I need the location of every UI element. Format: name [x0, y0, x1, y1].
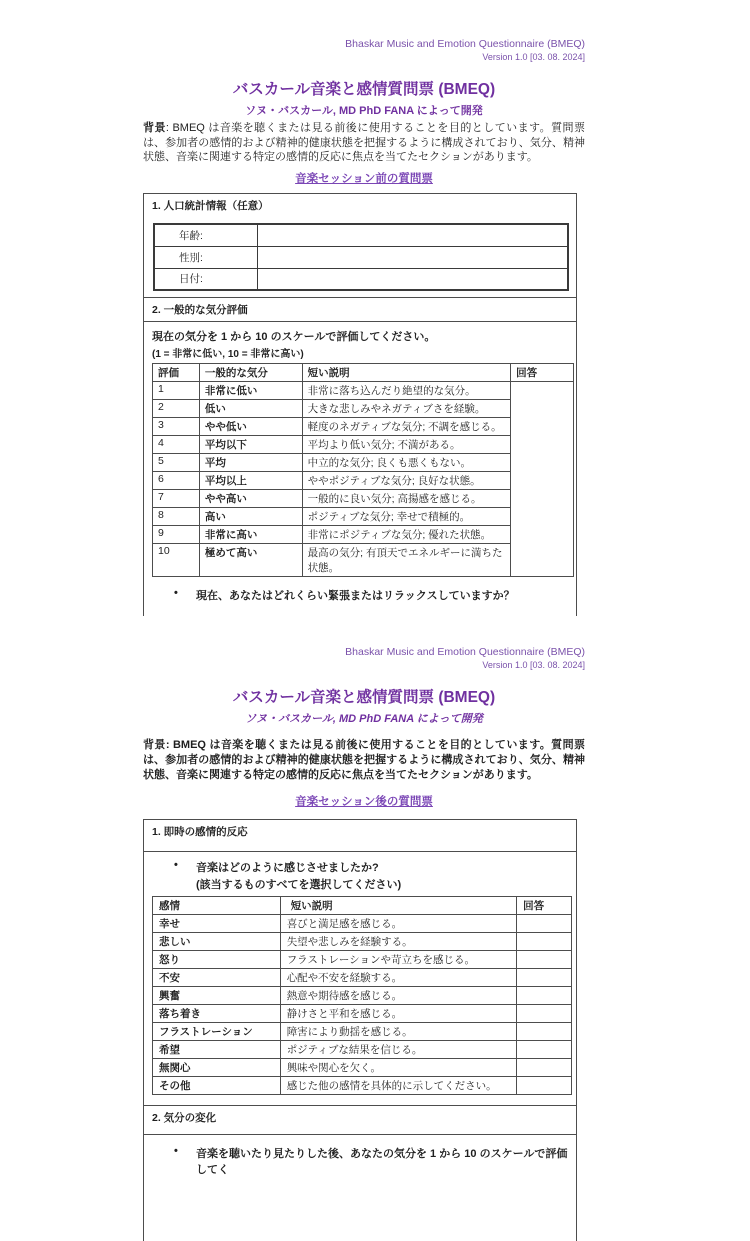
intro-text: : BMEQ は音楽を聴くまたは見る前後に使用することを目的としています。質問票は、参加者の感情的および精神的健康状態を把握するように構成されており、気分、精神状態、音楽に関連する特定の感情的反応に焦点を当てたセクションがあります。: [143, 738, 585, 782]
emotion-table: [152, 896, 572, 1095]
intro-text: : BMEQ は音楽を聴くまたは見る前後に使用することを目的としています。質問票は、参加者の感情的および精神的健康状態を把握するように構成されており、気分、精神状態、音楽に関連する特定の感情的反応に焦点を当てたセクションがあります。: [143, 121, 585, 164]
mood-rating-table: [152, 363, 574, 577]
answer-cell[interactable]: [517, 1005, 572, 1023]
section-mood-rating: [144, 297, 576, 321]
answer-cell[interactable]: [517, 951, 572, 969]
header-answer: 回答: [517, 897, 572, 915]
answer-cell[interactable]: [517, 933, 572, 951]
desc-cell: ややポジティブな気分; 良好な状態。: [302, 472, 510, 490]
header-desc: 短い説明: [280, 897, 516, 915]
emotion-cell: その他: [153, 1077, 281, 1095]
rating-cell: 4: [153, 436, 200, 454]
section-immediate-reaction: [144, 820, 576, 851]
mood-cell: 低い: [199, 400, 302, 418]
desc-cell: 静けさと平和を感じる。: [280, 1005, 516, 1023]
desc-cell: 興味や関心を欠く。: [280, 1059, 516, 1077]
answer-cell[interactable]: [517, 1041, 572, 1059]
page-subtitle: ソヌ・バスカール, MD PhD FANA によって開発: [245, 104, 483, 117]
table-row: [154, 224, 568, 246]
desc-cell: 非常にポジティブな気分; 優れた状態。: [302, 526, 510, 544]
pre-session-link[interactable]: 音楽セッション前の質問票: [295, 173, 433, 186]
rating-cell: 3: [153, 418, 200, 436]
mood-cell: 高い: [199, 508, 302, 526]
desc-cell: 軽度のネガティブな気分; 不調を感じる。: [302, 418, 510, 436]
date-label: 日付:: [154, 268, 257, 290]
bullet-icon: •: [174, 587, 178, 600]
header-mood: 一般的な気分: [199, 364, 302, 382]
music-feel-question: [174, 859, 568, 875]
table-row: [153, 915, 572, 933]
post-session-link-wrap: [143, 792, 585, 810]
rating-cell: 6: [153, 472, 200, 490]
table-row: [153, 1077, 572, 1095]
table-row: [153, 1041, 572, 1059]
table-row: [153, 400, 574, 418]
section-demographics: [144, 194, 576, 297]
desc-cell: 平均より低い気分; 不満がある。: [302, 436, 510, 454]
answer-cell[interactable]: [517, 915, 572, 933]
bullet-icon: •: [174, 859, 178, 872]
rating-cell: 2: [153, 400, 200, 418]
page-2: [143, 646, 585, 1241]
mood-cell: やや低い: [199, 418, 302, 436]
intro-label: 背景: [143, 121, 166, 134]
answer-cell[interactable]: [517, 987, 572, 1005]
table-row: [153, 1005, 572, 1023]
scale-instruction: 現在の気分を 1 から 10 のスケールで評価してください。: [152, 331, 436, 344]
emotion-cell: 不安: [153, 969, 281, 987]
table-row: [153, 472, 574, 490]
post-session-link[interactable]: 音楽セッション後の質問票: [295, 796, 433, 809]
mood-cell: やや高い: [199, 490, 302, 508]
table-row: [154, 246, 568, 268]
page-1: [143, 38, 585, 616]
emotion-cell: フラストレーション: [153, 1023, 281, 1041]
desc-cell: 一般的に良い気分; 高揚感を感じる。: [302, 490, 510, 508]
section-immediate-reaction-title: 1. 即時の感情的反応: [152, 826, 248, 839]
mood-cell: 平均以上: [199, 472, 302, 490]
age-label: 年齢:: [154, 224, 257, 246]
page2-running-header: [143, 646, 585, 672]
answer-cell[interactable]: [517, 1059, 572, 1077]
scale-note: (1 = 非常に低い, 10 = 非常に高い): [152, 349, 304, 361]
table-header-row: [153, 897, 572, 915]
table-row: [153, 1059, 572, 1077]
desc-cell: ポジティブな結果を信じる。: [280, 1041, 516, 1059]
table-row: [153, 382, 574, 400]
page-subtitle: ソヌ・バスカール, MD PhD FANA によって開発: [245, 712, 483, 725]
desc-cell: 中立的な気分; 良くも悪くもない。: [302, 454, 510, 472]
section-mood-change: [144, 1105, 576, 1134]
questionnaire-name: Bhaskar Music and Emotion Questionnaire (BMEQ): [345, 646, 585, 659]
desc-cell: 熱意や期待感を感じる。: [280, 987, 516, 1005]
answer-cell[interactable]: [517, 969, 572, 987]
mood-change-question-row: [144, 1134, 576, 1181]
table-row: [153, 508, 574, 526]
pre-session-link-wrap: [143, 169, 585, 187]
table-header-row: [153, 364, 574, 382]
page1-form-box: [143, 193, 577, 616]
mood-cell: 平均以下: [199, 436, 302, 454]
emotion-cell: 幸せ: [153, 915, 281, 933]
tension-question: [174, 587, 568, 603]
desc-cell: 喜びと満足感を感じる。: [280, 915, 516, 933]
gender-field[interactable]: [257, 246, 568, 268]
header-answer: 回答: [511, 364, 574, 382]
table-row: [153, 418, 574, 436]
emotion-cell: 怒り: [153, 951, 281, 969]
gender-label: 性別:: [154, 246, 257, 268]
emotion-cell: 悲しい: [153, 933, 281, 951]
table-row: [153, 526, 574, 544]
table-row: [153, 454, 574, 472]
section-mood-change-title: 2. 気分の変化: [152, 1112, 217, 1125]
page-title: バスカール音楽と感情質問票 (BMEQ): [232, 688, 496, 706]
mood-cell: 平均: [199, 454, 302, 472]
table-row: [153, 969, 572, 987]
desc-cell: フラストレーションや苛立ちを感じる。: [280, 951, 516, 969]
table-row: [153, 933, 572, 951]
document-page: [143, 0, 585, 1241]
table-row: [153, 544, 574, 577]
mood-scale-row: [144, 321, 576, 616]
version-line: Version 1.0 [03. 08. 2024]: [482, 51, 585, 62]
emotion-cell: 落ち着き: [153, 1005, 281, 1023]
desc-cell: 感じた他の感情を具体的に示してください。: [280, 1077, 516, 1095]
header-rating: 評価: [153, 364, 200, 382]
mood-change-question: [174, 1145, 568, 1177]
answer-cell[interactable]: [517, 1077, 572, 1095]
mood-change-question-text: 音楽を聴いたり見たりした後、あなたの気分を 1 から 10 のスケールで評価してく: [196, 1148, 568, 1177]
rating-cell: 5: [153, 454, 200, 472]
intro-label: 背景: [143, 738, 166, 751]
rating-cell: 7: [153, 490, 200, 508]
rating-cell: 8: [153, 508, 200, 526]
section-demographics-title: 1. 人口統計情報（任意）: [152, 200, 269, 213]
tension-question-text: 現在、あなたはどれくらい緊張またはリラックスしていますか？: [196, 590, 515, 603]
intro-paragraph: [143, 738, 585, 784]
header-desc: 短い説明: [302, 364, 510, 382]
music-feel-question-note: (該当するものすべてを選択してください): [196, 879, 402, 892]
questionnaire-name: Bhaskar Music and Emotion Questionnaire (BMEQ): [345, 38, 585, 50]
rating-cell: 1: [153, 382, 200, 400]
page-break: [143, 616, 585, 646]
date-field[interactable]: [257, 268, 568, 290]
desc-cell: ポジティブな気分; 幸せで積極的。: [302, 508, 510, 526]
page1-running-header: [143, 38, 585, 64]
table-row: [153, 987, 572, 1005]
desc-cell: 障害により動揺を感じる。: [280, 1023, 516, 1041]
rating-cell: 10: [153, 544, 200, 577]
page-title: バスカール音楽と感情質問票 (BMEQ): [232, 80, 496, 98]
table-row: [153, 951, 572, 969]
page2-form-box: [143, 819, 577, 1241]
desc-cell: 最高の気分; 有頂天でエネルギーに満ちた状態。: [302, 544, 510, 577]
emotion-cell: 希望: [153, 1041, 281, 1059]
rating-cell: 9: [153, 526, 200, 544]
desc-cell: 失望や悲しみを経験する。: [280, 933, 516, 951]
bullet-icon: •: [174, 1145, 178, 1158]
answer-cell[interactable]: [517, 1023, 572, 1041]
desc-cell: 非常に落ち込んだり絶望的な気分。: [302, 382, 510, 400]
intro-paragraph: [143, 121, 585, 165]
mood-cell: 非常に低い: [199, 382, 302, 400]
music-feel-question-text: 音楽はどのように感じさせましたか?: [196, 862, 379, 875]
desc-cell: 心配や不安を経験する。: [280, 969, 516, 987]
demographics-table: [153, 223, 569, 291]
table-row: [154, 268, 568, 290]
mood-cell: 極めて高い: [199, 544, 302, 577]
table-row: [153, 490, 574, 508]
version-line: Version 1.0 [03. 08. 2024]: [482, 659, 585, 670]
desc-cell: 大きな悲しみやネガティブさを経験。: [302, 400, 510, 418]
emotion-cell: 無関心: [153, 1059, 281, 1077]
age-field[interactable]: [257, 224, 568, 246]
answer-cell[interactable]: [511, 382, 574, 577]
table-row: [153, 1023, 572, 1041]
header-emotion: 感情: [153, 897, 281, 915]
emotion-cell: 興奮: [153, 987, 281, 1005]
section-mood-rating-title: 2. 一般的な気分評価: [152, 304, 248, 317]
emotion-question-row: [144, 851, 576, 1105]
table-row: [153, 436, 574, 454]
mood-cell: 非常に高い: [199, 526, 302, 544]
